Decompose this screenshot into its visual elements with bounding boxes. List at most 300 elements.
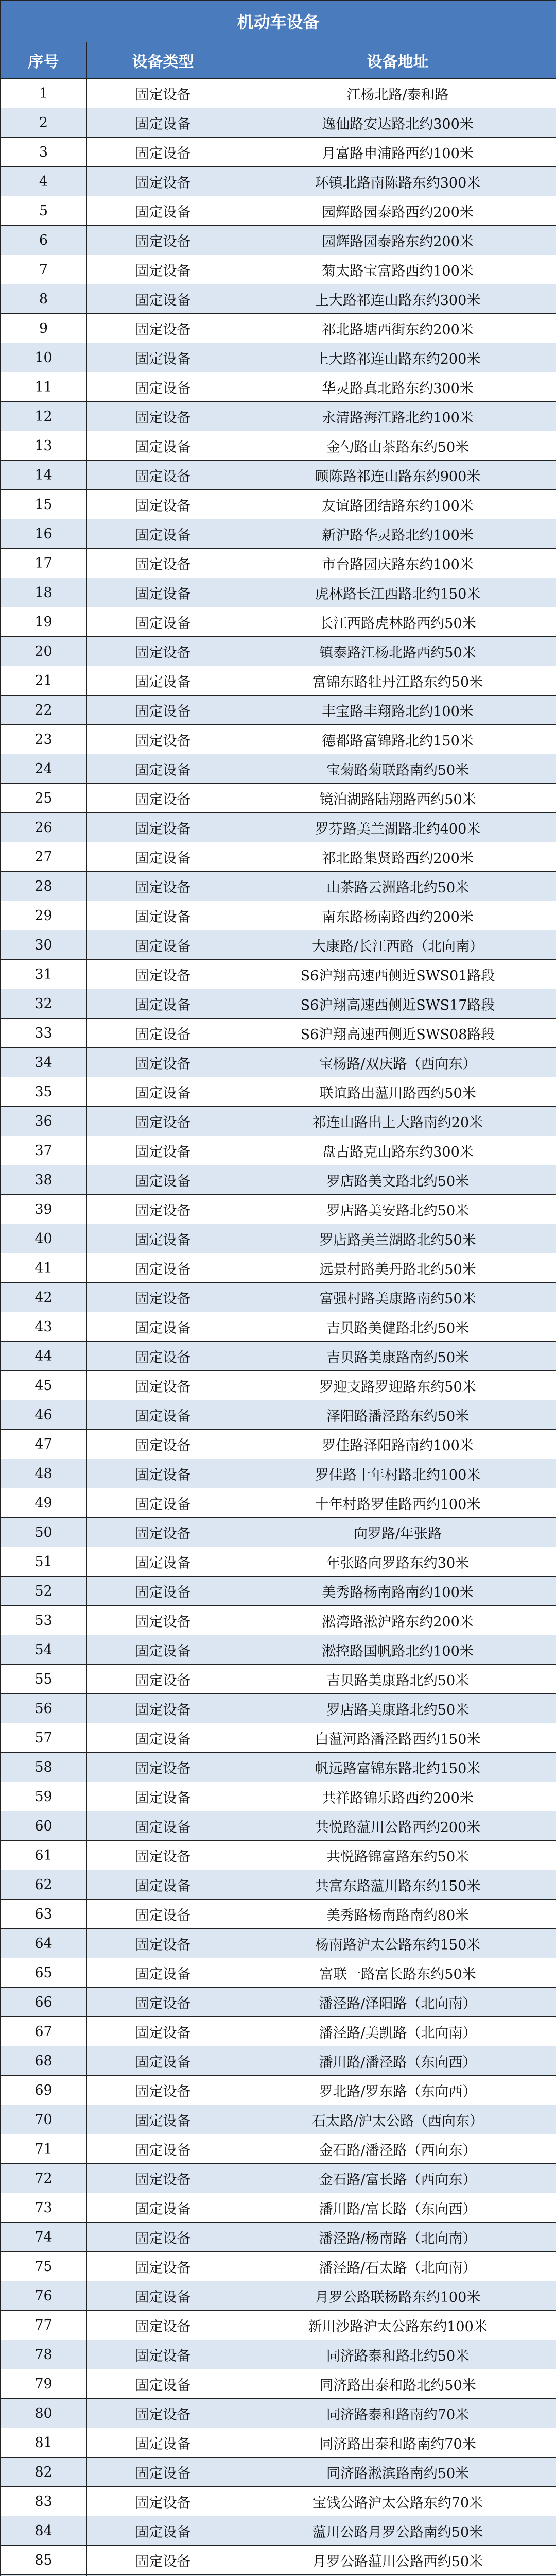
device-type-cell: 固定设备 [87, 1753, 239, 1782]
device-address-cell: 同济路泰和路南约70米 [239, 2399, 556, 2428]
device-type-cell: 固定设备 [87, 725, 239, 754]
row-number-cell: 77 [1, 2311, 87, 2340]
table-row [1, 1900, 556, 1929]
device-type-cell: 固定设备 [87, 1459, 239, 1488]
row-number-cell: 16 [1, 519, 87, 549]
device-type-cell: 固定设备 [87, 1107, 239, 1136]
row-number-cell: 2 [1, 108, 87, 138]
device-address-cell: 淞控路国帆路北约100米 [239, 1635, 556, 1665]
device-type-cell: 固定设备 [87, 519, 239, 549]
table-row [1, 1077, 556, 1107]
table-row [1, 1988, 556, 2017]
row-number-cell: 65 [1, 1958, 87, 1988]
row-number-cell: 70 [1, 2105, 87, 2134]
table-row [1, 2281, 556, 2311]
device-address-cell: 吉贝路美健路北约50米 [239, 1312, 556, 1342]
device-type-cell: 固定设备 [87, 1430, 239, 1459]
device-type-cell: 固定设备 [87, 1694, 239, 1723]
column-header-device-type: 设备类型 [87, 42, 239, 79]
table-row [1, 461, 556, 490]
table-row [1, 549, 556, 578]
device-type-cell: 固定设备 [87, 637, 239, 666]
row-number-cell: 13 [1, 431, 87, 461]
device-type-cell: 固定设备 [87, 960, 239, 989]
table-row [1, 842, 556, 872]
table-row [1, 79, 556, 108]
device-address-cell: S6沪翔高速西侧近SWS08路段 [239, 1019, 556, 1048]
row-number-cell: 6 [1, 226, 87, 255]
table-row [1, 2193, 556, 2223]
device-type-cell: 固定设备 [87, 1371, 239, 1400]
table-row [1, 519, 556, 549]
table-row [1, 1165, 556, 1195]
device-address-cell: 大康路/长江西路（北向南） [239, 930, 556, 960]
table-header-row [1, 42, 556, 79]
device-type-cell: 固定设备 [87, 1841, 239, 1870]
device-address-cell: 同济路出泰和路北约50米 [239, 2369, 556, 2399]
row-number-cell: 85 [1, 2546, 87, 2575]
table-row [1, 2546, 556, 2575]
table-row [1, 872, 556, 901]
device-address-cell: 潘泾路/杨南路（北向南） [239, 2223, 556, 2252]
table-row [1, 2017, 556, 2046]
table-row [1, 108, 556, 138]
device-address-cell: 罗佳路泽阳路南约100米 [239, 1430, 556, 1459]
device-address-cell: 山茶路云洲路北约50米 [239, 872, 556, 901]
device-type-cell: 固定设备 [87, 2017, 239, 2046]
device-type-cell: 固定设备 [87, 2458, 239, 2487]
row-number-cell: 59 [1, 1782, 87, 1811]
row-number-cell: 54 [1, 1635, 87, 1665]
device-address-cell: 向罗路/年张路 [239, 1518, 556, 1547]
device-type-cell: 固定设备 [87, 813, 239, 842]
device-type-cell: 固定设备 [87, 2223, 239, 2252]
row-number-cell: 82 [1, 2458, 87, 2487]
row-number-cell: 51 [1, 1547, 87, 1577]
row-number-cell: 42 [1, 1283, 87, 1312]
row-number-cell: 39 [1, 1195, 87, 1224]
device-type-cell: 固定设备 [87, 167, 239, 196]
row-number-cell: 17 [1, 549, 87, 578]
table-row [1, 1019, 556, 1048]
table-row [1, 1136, 556, 1165]
column-header-number: 序号 [1, 42, 87, 79]
row-number-cell: 71 [1, 2134, 87, 2164]
device-address-cell: 远景村路美丹路北约50米 [239, 1253, 556, 1283]
device-address-cell: 丰宝路丰翔路北约100米 [239, 696, 556, 725]
table-row [1, 2134, 556, 2164]
table-row [1, 1753, 556, 1782]
device-type-cell: 固定设备 [87, 2369, 239, 2399]
row-number-cell: 24 [1, 754, 87, 784]
table-row [1, 2076, 556, 2105]
table-row [1, 1371, 556, 1400]
device-type-cell: 固定设备 [87, 314, 239, 343]
device-address-cell: 虎林路长江西路北约150米 [239, 578, 556, 607]
device-address-cell: 美秀路杨南路南约80米 [239, 1900, 556, 1929]
table-row [1, 1195, 556, 1224]
table-row [1, 255, 556, 284]
row-number-cell: 30 [1, 930, 87, 960]
table-row [1, 989, 556, 1019]
row-number-cell: 74 [1, 2223, 87, 2252]
device-type-cell: 固定设备 [87, 1900, 239, 1929]
device-address-cell: 新沪路华灵路北约100米 [239, 519, 556, 549]
device-address-cell: 十年村路罗佳路西约100米 [239, 1488, 556, 1518]
column-header-device-address: 设备地址 [239, 42, 556, 79]
device-address-cell: 华灵路真北路东约300米 [239, 372, 556, 402]
row-number-cell: 43 [1, 1312, 87, 1342]
table-row [1, 1518, 556, 1547]
device-address-cell: 镜泊湖路陆翔路西约50米 [239, 784, 556, 813]
row-number-cell: 46 [1, 1400, 87, 1430]
device-type-cell: 固定设备 [87, 1048, 239, 1077]
table-row [1, 2458, 556, 2487]
device-type-cell: 固定设备 [87, 1577, 239, 1606]
device-address-cell: 罗店路美兰湖路北约50米 [239, 1224, 556, 1253]
device-type-cell: 固定设备 [87, 490, 239, 519]
table-row [1, 2369, 556, 2399]
row-number-cell: 63 [1, 1900, 87, 1929]
device-address-cell: 长江西路虎林路西约50米 [239, 607, 556, 637]
device-address-cell: 罗佳路十年村路北约100米 [239, 1459, 556, 1488]
device-type-cell: 固定设备 [87, 930, 239, 960]
device-address-cell: 月罗公路蕰川公路西约50米 [239, 2546, 556, 2575]
device-address-cell: 潘泾路/泽阳路（北向南） [239, 1988, 556, 2017]
device-address-cell: 菊太路宝富路西约100米 [239, 255, 556, 284]
device-type-cell: 固定设备 [87, 1782, 239, 1811]
table-row [1, 725, 556, 754]
device-address-cell: 镇泰路江杨北路西约50米 [239, 637, 556, 666]
table-row [1, 666, 556, 696]
row-number-cell: 37 [1, 1136, 87, 1165]
device-type-cell: 固定设备 [87, 138, 239, 167]
device-address-cell: 盘古路克山路东约300米 [239, 1136, 556, 1165]
device-type-cell: 固定设备 [87, 666, 239, 696]
table-row [1, 607, 556, 637]
device-address-cell: S6沪翔高速西侧近SWS17路段 [239, 989, 556, 1019]
row-number-cell: 66 [1, 1988, 87, 2017]
device-address-cell: 江杨北路/泰和路 [239, 79, 556, 108]
device-type-cell: 固定设备 [87, 1253, 239, 1283]
row-number-cell: 76 [1, 2281, 87, 2311]
row-number-cell: 28 [1, 872, 87, 901]
device-address-cell: 月罗公路联杨路东约100米 [239, 2281, 556, 2311]
table-row [1, 284, 556, 314]
device-address-cell: 富锦东路牡丹江路东约50米 [239, 666, 556, 696]
row-number-cell: 5 [1, 196, 87, 226]
device-address-cell: 罗芬路美兰湖路北约400米 [239, 813, 556, 842]
row-number-cell: 41 [1, 1253, 87, 1283]
table-row [1, 1342, 556, 1371]
device-address-cell: 吉贝路美康路北约50米 [239, 1665, 556, 1694]
row-number-cell: 73 [1, 2193, 87, 2223]
table-row [1, 402, 556, 431]
row-number-cell: 10 [1, 343, 87, 372]
device-address-cell: 富强村路美康路南约50米 [239, 1283, 556, 1312]
row-number-cell: 69 [1, 2076, 87, 2105]
device-address-cell: 园辉路园泰路西约200米 [239, 196, 556, 226]
device-address-cell: 宝杨路/双庆路（西向东） [239, 1048, 556, 1077]
device-type-cell: 固定设备 [87, 1400, 239, 1430]
row-number-cell: 32 [1, 989, 87, 1019]
device-type-cell: 固定设备 [87, 196, 239, 226]
device-type-cell: 固定设备 [87, 1195, 239, 1224]
row-number-cell: 26 [1, 813, 87, 842]
row-number-cell: 22 [1, 696, 87, 725]
row-number-cell: 62 [1, 1870, 87, 1900]
table-row [1, 343, 556, 372]
table-row [1, 490, 556, 519]
row-number-cell: 34 [1, 1048, 87, 1077]
table-row [1, 1107, 556, 1136]
table-row [1, 901, 556, 930]
table-row [1, 138, 556, 167]
row-number-cell: 56 [1, 1694, 87, 1723]
table-row [1, 2399, 556, 2428]
row-number-cell: 15 [1, 490, 87, 519]
device-type-cell: 固定设备 [87, 1518, 239, 1547]
device-type-cell: 固定设备 [87, 2164, 239, 2193]
device-type-cell: 固定设备 [87, 1988, 239, 2017]
row-number-cell: 25 [1, 784, 87, 813]
row-number-cell: 83 [1, 2487, 87, 2516]
device-type-cell: 固定设备 [87, 2546, 239, 2575]
table-row [1, 1283, 556, 1312]
device-address-cell: 上大路祁连山路东约200米 [239, 343, 556, 372]
table-row [1, 2105, 556, 2134]
row-number-cell: 55 [1, 1665, 87, 1694]
row-number-cell: 72 [1, 2164, 87, 2193]
device-address-cell: 潘川路/潘泾路（东向西） [239, 2046, 556, 2076]
device-address-cell: 同济路泰和路北约50米 [239, 2340, 556, 2369]
table-row [1, 1253, 556, 1283]
device-address-cell: 共悦路蕰川公路西约200米 [239, 1811, 556, 1841]
table-row [1, 784, 556, 813]
table-row [1, 1841, 556, 1870]
table-title: 机动车设备 [1, 1, 556, 42]
table-row [1, 1606, 556, 1635]
row-number-cell: 19 [1, 607, 87, 637]
device-address-cell: 共悦路锦富路东约50米 [239, 1841, 556, 1870]
table-row [1, 1723, 556, 1753]
row-number-cell: 14 [1, 461, 87, 490]
device-address-cell: 罗店路美安路北约50米 [239, 1195, 556, 1224]
device-address-cell: 祁北路集贤路西约200米 [239, 842, 556, 872]
device-address-cell: S6沪翔高速西侧近SWS01路段 [239, 960, 556, 989]
device-address-cell: 年张路向罗路东约30米 [239, 1547, 556, 1577]
table-row [1, 1635, 556, 1665]
table-row [1, 372, 556, 402]
row-number-cell: 53 [1, 1606, 87, 1635]
table-row [1, 1870, 556, 1900]
device-type-cell: 固定设备 [87, 1958, 239, 1988]
row-number-cell: 18 [1, 578, 87, 607]
device-type-cell: 固定设备 [87, 784, 239, 813]
device-address-cell: 罗迎支路罗迎路东约50米 [239, 1371, 556, 1400]
table-row [1, 1312, 556, 1342]
row-number-cell: 58 [1, 1753, 87, 1782]
row-number-cell: 60 [1, 1811, 87, 1841]
device-type-cell: 固定设备 [87, 1224, 239, 1253]
device-address-cell: 罗北路/罗东路（东向西） [239, 2076, 556, 2105]
table-row [1, 2340, 556, 2369]
device-address-cell: 罗店路美文路北约50米 [239, 1165, 556, 1195]
device-address-cell: 共富东路蕰川路东约150米 [239, 1870, 556, 1900]
device-type-cell: 固定设备 [87, 1077, 239, 1107]
device-address-cell: 环镇北路南陈路东约300米 [239, 167, 556, 196]
table-row [1, 2516, 556, 2546]
table-row [1, 1459, 556, 1488]
row-number-cell: 27 [1, 842, 87, 872]
device-address-cell: 同济路淞滨路南约50米 [239, 2458, 556, 2487]
table-row [1, 637, 556, 666]
row-number-cell: 9 [1, 314, 87, 343]
row-number-cell: 81 [1, 2428, 87, 2458]
device-type-cell: 固定设备 [87, 108, 239, 138]
row-number-cell: 33 [1, 1019, 87, 1048]
device-address-cell: 白蕰河路潘泾路西约150米 [239, 1723, 556, 1753]
device-address-cell: 顾陈路祁连山路东约900米 [239, 461, 556, 490]
table-row [1, 1958, 556, 1988]
device-address-cell: 美秀路杨南路南约100米 [239, 1577, 556, 1606]
device-type-cell: 固定设备 [87, 2399, 239, 2428]
device-address-cell: 市台路园庆路东约100米 [239, 549, 556, 578]
row-number-cell: 20 [1, 637, 87, 666]
table-row [1, 578, 556, 607]
device-address-cell: 永清路海江路北约100米 [239, 402, 556, 431]
device-type-cell: 固定设备 [87, 372, 239, 402]
device-address-cell: 富联一路富长路东约50米 [239, 1958, 556, 1988]
table-row [1, 226, 556, 255]
device-type-cell: 固定设备 [87, 1136, 239, 1165]
table-row [1, 1547, 556, 1577]
table-row [1, 2046, 556, 2076]
row-number-cell: 31 [1, 960, 87, 989]
device-address-cell: 共祥路锦乐路西约200米 [239, 1782, 556, 1811]
device-address-cell: 联谊路出蕰川路西约50米 [239, 1077, 556, 1107]
table-row [1, 1224, 556, 1253]
row-number-cell: 80 [1, 2399, 87, 2428]
table-body [1, 79, 556, 2576]
device-type-cell: 固定设备 [87, 2193, 239, 2223]
device-type-cell: 固定设备 [87, 1547, 239, 1577]
row-number-cell: 35 [1, 1077, 87, 1107]
device-type-cell: 固定设备 [87, 901, 239, 930]
device-type-cell: 固定设备 [87, 343, 239, 372]
device-type-cell: 固定设备 [87, 255, 239, 284]
device-type-cell: 固定设备 [87, 1635, 239, 1665]
table-row [1, 2487, 556, 2516]
table-row [1, 2311, 556, 2340]
device-type-cell: 固定设备 [87, 1665, 239, 1694]
table-row [1, 2164, 556, 2193]
row-number-cell: 11 [1, 372, 87, 402]
row-number-cell: 7 [1, 255, 87, 284]
device-address-cell: 帆远路富锦东路北约150米 [239, 1753, 556, 1782]
device-type-cell: 固定设备 [87, 2311, 239, 2340]
device-address-cell: 罗店路美康路北约50米 [239, 1694, 556, 1723]
row-number-cell: 3 [1, 138, 87, 167]
table-row [1, 1048, 556, 1077]
device-type-cell: 固定设备 [87, 461, 239, 490]
device-address-cell: 园辉路园泰路东约200米 [239, 226, 556, 255]
device-type-cell: 固定设备 [87, 842, 239, 872]
device-type-cell: 固定设备 [87, 989, 239, 1019]
device-type-cell: 固定设备 [87, 2281, 239, 2311]
row-number-cell: 68 [1, 2046, 87, 2076]
table-row [1, 314, 556, 343]
table-row [1, 960, 556, 989]
device-type-cell: 固定设备 [87, 1606, 239, 1635]
device-type-cell: 固定设备 [87, 2134, 239, 2164]
device-address-cell: 金石路/富长路（西向东） [239, 2164, 556, 2193]
row-number-cell: 67 [1, 2017, 87, 2046]
device-type-cell: 固定设备 [87, 607, 239, 637]
device-type-cell: 固定设备 [87, 2046, 239, 2076]
device-type-cell: 固定设备 [87, 872, 239, 901]
table-row [1, 1488, 556, 1518]
device-type-cell: 固定设备 [87, 431, 239, 461]
device-address-cell: 逸仙路安达路北约300米 [239, 108, 556, 138]
device-address-cell: 宝菊路菊联路南约50米 [239, 754, 556, 784]
table-row [1, 196, 556, 226]
device-type-cell: 固定设备 [87, 2516, 239, 2546]
row-number-cell: 8 [1, 284, 87, 314]
row-number-cell: 23 [1, 725, 87, 754]
table-row [1, 1929, 556, 1958]
table-row [1, 1694, 556, 1723]
device-address-cell: 宝钱公路沪太公路东约70米 [239, 2487, 556, 2516]
table-row [1, 930, 556, 960]
row-number-cell: 75 [1, 2252, 87, 2281]
row-number-cell: 4 [1, 167, 87, 196]
row-number-cell: 64 [1, 1929, 87, 1958]
device-address-cell: 上大路祁连山路东约300米 [239, 284, 556, 314]
row-number-cell: 57 [1, 1723, 87, 1753]
table-row [1, 2223, 556, 2252]
table-row [1, 167, 556, 196]
device-type-cell: 固定设备 [87, 79, 239, 108]
device-address-cell: 友谊路团结路东约100米 [239, 490, 556, 519]
device-address-cell: 同济路出泰和路南约70米 [239, 2428, 556, 2458]
row-number-cell: 61 [1, 1841, 87, 1870]
row-number-cell: 52 [1, 1577, 87, 1606]
device-type-cell: 固定设备 [87, 754, 239, 784]
device-type-cell: 固定设备 [87, 696, 239, 725]
table-row [1, 2428, 556, 2458]
device-address-cell: 新川沙路沪太公路东约100米 [239, 2311, 556, 2340]
row-number-cell: 38 [1, 1165, 87, 1195]
table-row [1, 1400, 556, 1430]
row-number-cell: 50 [1, 1518, 87, 1547]
row-number-cell: 49 [1, 1488, 87, 1518]
device-type-cell: 固定设备 [87, 1283, 239, 1312]
device-type-cell: 固定设备 [87, 578, 239, 607]
row-number-cell: 21 [1, 666, 87, 696]
device-address-cell: 金石路/潘泾路（西向东） [239, 2134, 556, 2164]
device-type-cell: 固定设备 [87, 1342, 239, 1371]
device-type-cell: 固定设备 [87, 2487, 239, 2516]
row-number-cell: 1 [1, 79, 87, 108]
row-number-cell: 45 [1, 1371, 87, 1400]
device-address-cell: 杨南路沪太公路东约150米 [239, 1929, 556, 1958]
device-address-cell: 祁北路塘西街东约200米 [239, 314, 556, 343]
device-address-cell: 吉贝路美康路南约50米 [239, 1342, 556, 1371]
device-address-cell: 祁连山路出上大路南约20米 [239, 1107, 556, 1136]
device-address-cell: 潘泾路/石太路（北向南） [239, 2252, 556, 2281]
device-address-cell: 石太路/沪太公路（西向东） [239, 2105, 556, 2134]
